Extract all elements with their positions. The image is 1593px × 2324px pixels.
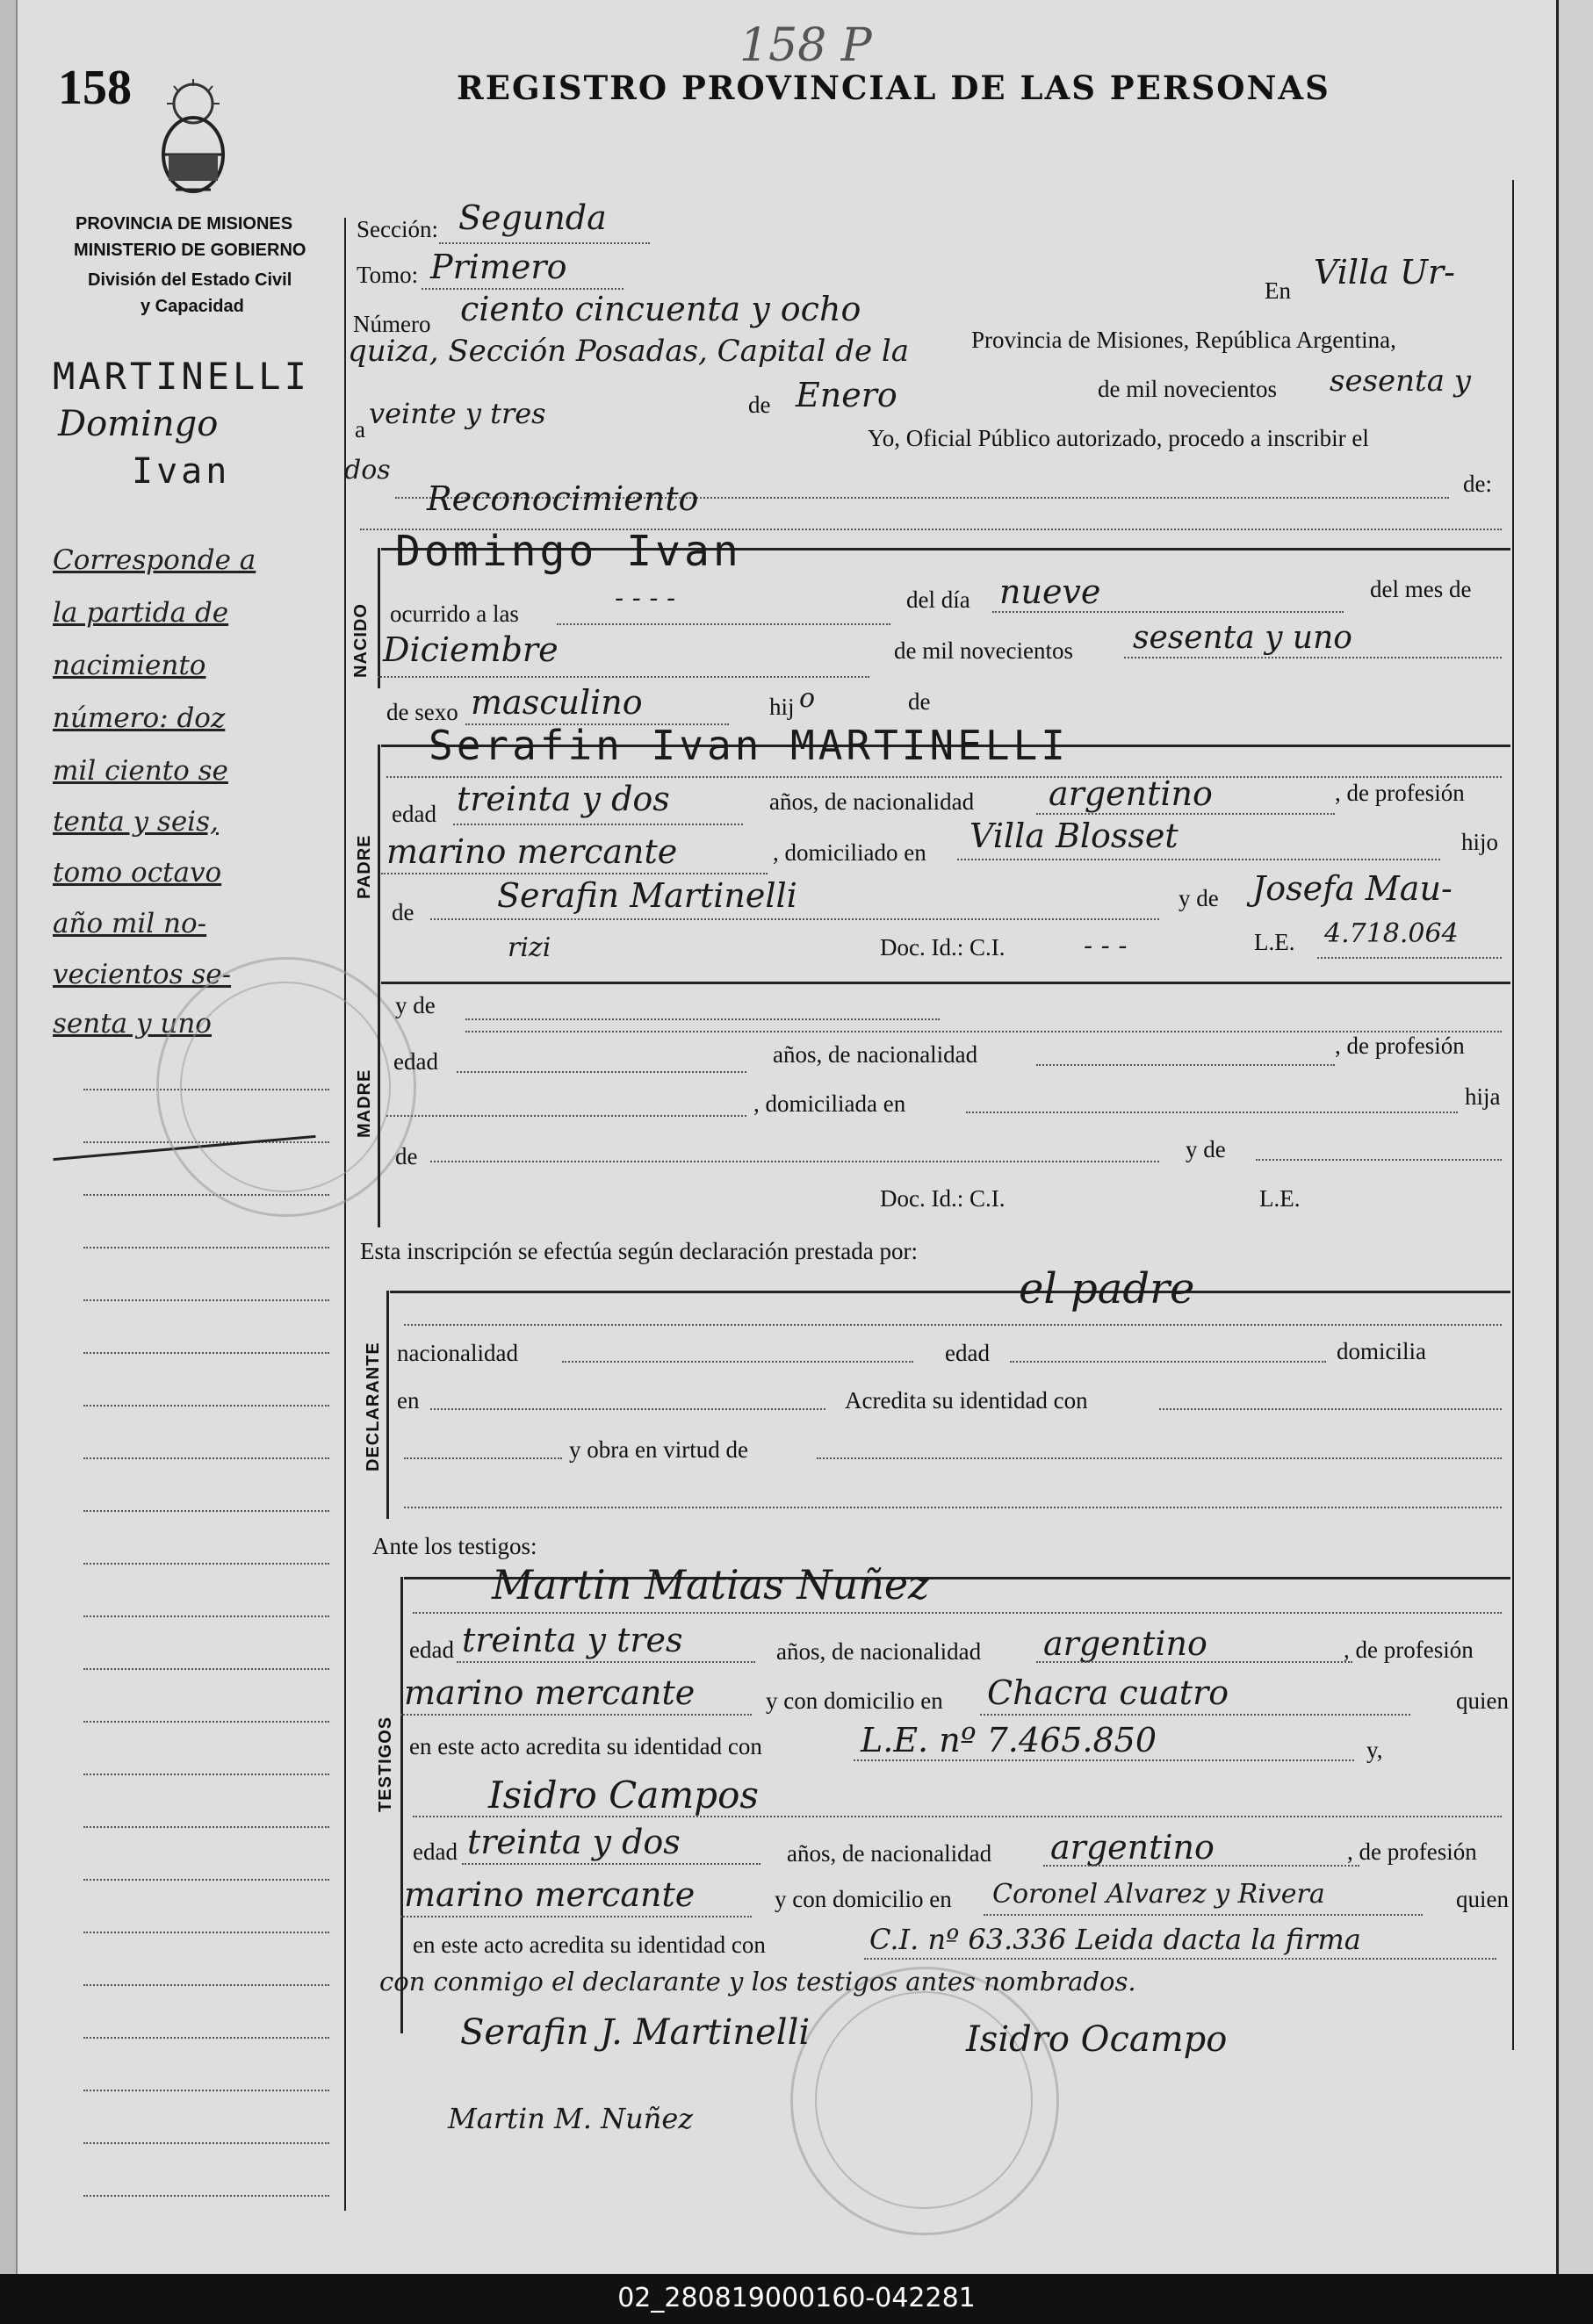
field-rule bbox=[430, 1408, 825, 1410]
label-le-madre: L.E. bbox=[1259, 1185, 1301, 1212]
page-edge bbox=[1556, 0, 1593, 2274]
margin-rule bbox=[83, 2142, 329, 2144]
label-anos-nac-t2: años, de nacionalidad bbox=[787, 1840, 992, 1867]
image-footer bbox=[0, 2274, 1593, 2324]
label-con-domicilio-t1: y con domicilio en bbox=[766, 1687, 943, 1714]
margin-note-line: número: doz bbox=[53, 702, 226, 734]
field-rule bbox=[453, 824, 743, 825]
field-rule bbox=[378, 676, 869, 678]
label-acredita-decl: Acredita su identidad con bbox=[845, 1387, 1088, 1414]
value-testigo1: Martin Matias Nuñez bbox=[492, 1561, 930, 1608]
field-rule bbox=[404, 1457, 562, 1459]
label-edad-madre: edad bbox=[393, 1048, 438, 1075]
margin-rule bbox=[83, 1247, 329, 1248]
value-sexo: masculino bbox=[471, 683, 643, 722]
margin-note-line: vecientos se- bbox=[53, 959, 232, 990]
section-bracket bbox=[386, 1291, 389, 1519]
value-anio-nac: sesenta y uno bbox=[1133, 620, 1352, 656]
label-profesion-madre: , de profesión bbox=[1335, 1032, 1465, 1059]
margin-rule bbox=[83, 1721, 329, 1723]
field-rule bbox=[381, 873, 768, 874]
margin-rule bbox=[83, 1774, 329, 1775]
label-quien-t2: quien bbox=[1456, 1886, 1509, 1912]
signature-testigo1: Martin M. Nuñez bbox=[448, 2102, 694, 2135]
label-de-mil: de mil novecientos bbox=[1098, 376, 1277, 402]
label-hija: hija bbox=[1465, 1083, 1501, 1110]
value-t1-dom: Chacra cuatro bbox=[987, 1673, 1229, 1712]
field-rule bbox=[1036, 1661, 1352, 1663]
org-province: PROVINCIA DE MISIONES bbox=[76, 214, 293, 234]
label-anos-nac-t1: años, de nacionalidad bbox=[776, 1638, 982, 1665]
label-profesion-padre: , de profesión bbox=[1335, 780, 1465, 806]
label-y-coma: y, bbox=[1366, 1737, 1383, 1763]
margin-note-line: senta y uno bbox=[53, 1008, 212, 1040]
value-t2-dom: Coronel Alvarez y Rivera bbox=[992, 1879, 1325, 1910]
section-bracket bbox=[378, 982, 380, 1227]
value-lugar-cont: quiza, Sección Posadas, Capital de la bbox=[348, 334, 910, 369]
section-rule bbox=[381, 982, 1510, 984]
value-padre-edad: treinta y dos bbox=[457, 780, 670, 818]
field-rule bbox=[957, 859, 1440, 860]
margin-rule bbox=[83, 2090, 329, 2091]
field-rule bbox=[386, 1115, 746, 1117]
document-title: REGISTRO PROVINCIAL DE LAS PERSONAS bbox=[457, 68, 1330, 107]
margin-note-line: tenta y seis, bbox=[53, 806, 219, 838]
value-dia: veinte y tres bbox=[369, 397, 546, 430]
value-t1-nac: argentino bbox=[1043, 1624, 1207, 1663]
field-rule bbox=[557, 623, 890, 625]
label-con-domicilio-t2: y con domicilio en bbox=[775, 1886, 952, 1912]
closing-statement: con conmigo el declarante y los testigos antes nombrados. bbox=[379, 1967, 1136, 1997]
label-edad-decl: edad bbox=[945, 1340, 990, 1366]
section-bracket bbox=[378, 548, 380, 688]
label-nacionalidad-decl: nacionalidad bbox=[397, 1340, 518, 1366]
org-ministry: MINISTERIO DE GOBIERNO bbox=[74, 241, 306, 260]
margin-note-line: mil ciento se bbox=[53, 755, 228, 787]
label-de-madre: de bbox=[395, 1143, 418, 1169]
label-de-mil-nac: de mil novecientos bbox=[894, 637, 1073, 664]
section-bracket bbox=[400, 1577, 403, 2033]
label-domiciliada: , domiciliada en bbox=[753, 1090, 906, 1117]
value-seccion: Segunda bbox=[458, 198, 607, 237]
label-anos-nac-padre: años, de nacionalidad bbox=[769, 788, 975, 815]
side-label-declarante: DECLARANTE bbox=[364, 1342, 383, 1471]
margin-rule bbox=[83, 1932, 329, 1933]
field-rule bbox=[1010, 1361, 1326, 1363]
value-mes: Enero bbox=[796, 376, 897, 414]
value-padre-nac: argentino bbox=[1049, 774, 1213, 813]
field-rule bbox=[1256, 1159, 1502, 1161]
label-doc-id-madre: Doc. Id.: C.I. bbox=[880, 1185, 1006, 1212]
field-rule bbox=[457, 1661, 755, 1663]
label-hij: hij bbox=[769, 694, 795, 720]
org-division: División del Estado Civil bbox=[88, 270, 292, 290]
label-quien-t1: quien bbox=[1456, 1687, 1509, 1714]
label-edad-t2: edad bbox=[413, 1838, 458, 1865]
value-t2-doc: C.I. nº 63.336 Leida dacta la firma bbox=[869, 1923, 1361, 1956]
field-rule bbox=[430, 918, 1159, 920]
margin-note-line: la partida de bbox=[53, 597, 229, 629]
folio-handwritten: 158 P bbox=[739, 19, 872, 72]
field-rule bbox=[404, 1324, 1502, 1326]
value-lugar: Villa Ur- bbox=[1314, 253, 1455, 291]
label-doc-id-padre: Doc. Id.: C.I. bbox=[880, 934, 1006, 961]
margin-rule bbox=[83, 1668, 329, 1670]
value-hij-suffix: o bbox=[799, 683, 816, 714]
margin-rule bbox=[83, 1299, 329, 1301]
value-mes-nac: Diciembre bbox=[383, 630, 559, 669]
label-profesion-t1: , de profesión bbox=[1344, 1637, 1474, 1663]
margin-rule bbox=[83, 1510, 329, 1512]
label-a: a bbox=[355, 416, 365, 442]
section-bracket bbox=[378, 745, 380, 982]
signature-declarante: Serafin J. Martinelli bbox=[460, 2012, 811, 2053]
field-rule bbox=[439, 242, 650, 244]
label-edad-padre: edad bbox=[392, 801, 436, 827]
label-provincia: Provincia de Misiones, República Argentina, bbox=[971, 327, 1396, 353]
value-t2-prof: marino mercante bbox=[404, 1875, 696, 1914]
value-padre-nombre: Serafin Ivan MARTINELLI bbox=[429, 722, 1069, 769]
value-numero: ciento cincuenta y ocho bbox=[460, 290, 861, 328]
label-de-hij: de bbox=[908, 688, 931, 715]
main-frame-left bbox=[344, 218, 346, 2211]
side-label-nacido: NACIDO bbox=[351, 603, 371, 678]
label-seccion: Sección: bbox=[357, 216, 438, 242]
margin-note-line: nacimiento bbox=[53, 650, 206, 681]
margin-rule bbox=[83, 1405, 329, 1407]
side-label-padre: PADRE bbox=[355, 834, 374, 899]
value-declarante: el padre bbox=[1019, 1264, 1195, 1313]
value-padre-prof: marino mercante bbox=[386, 832, 678, 871]
coat-of-arms-icon bbox=[149, 77, 237, 200]
label-numero: Número bbox=[353, 311, 431, 337]
margin-rule bbox=[83, 1826, 329, 1828]
margin-rule bbox=[83, 1563, 329, 1565]
label-y-de-madre: y de bbox=[395, 992, 436, 1018]
label-obra: y obra en virtud de bbox=[569, 1436, 748, 1463]
margin-rule bbox=[83, 1879, 329, 1881]
label-edad-t1: edad bbox=[409, 1637, 454, 1663]
field-rule bbox=[562, 1361, 913, 1363]
margin-given1: Domingo bbox=[58, 404, 219, 444]
margin-note-line: tomo octavo bbox=[53, 857, 222, 889]
field-rule bbox=[1036, 1064, 1335, 1066]
value-padre-madre-cont: rizi bbox=[508, 932, 551, 963]
label-testigos: Ante los testigos: bbox=[372, 1533, 537, 1559]
section-rule bbox=[390, 1291, 1510, 1293]
label-del-dia: del día bbox=[906, 586, 970, 613]
value-t1-edad: treinta y tres bbox=[462, 1621, 683, 1659]
field-rule bbox=[400, 1714, 752, 1716]
field-rule bbox=[430, 1161, 1159, 1162]
value-anio: sesenta y bbox=[1330, 363, 1471, 399]
label-de-sexo: de sexo bbox=[386, 699, 458, 725]
margin-given2: Ivan bbox=[132, 451, 231, 492]
margin-rule bbox=[83, 1457, 329, 1459]
label-declaracion: Esta inscripción se efectúa según declaración prestada por: bbox=[360, 1238, 918, 1264]
field-rule bbox=[966, 1112, 1458, 1113]
field-rule bbox=[992, 611, 1344, 613]
label-hijo: hijo bbox=[1461, 829, 1499, 855]
label-de: de bbox=[748, 392, 771, 418]
label-profesion-t2: , de profesión bbox=[1347, 1838, 1477, 1865]
value-t2-edad: treinta y dos bbox=[467, 1823, 681, 1861]
image-code: 02_280819000160-042281 bbox=[617, 2283, 976, 2313]
field-rule bbox=[854, 1759, 1354, 1761]
field-rule bbox=[1036, 813, 1335, 815]
label-yo-oficial: Yo, Oficial Público autorizado, procedo a inscribir el bbox=[868, 425, 1369, 451]
margin-note-line: año mil no- bbox=[53, 908, 207, 939]
label-en: En bbox=[1265, 277, 1291, 304]
signature-testigo2: Isidro Ocampo bbox=[966, 2019, 1228, 2060]
field-rule bbox=[984, 1914, 1423, 1916]
margin-surname: MARTINELLI bbox=[53, 355, 310, 398]
value-anio-cont: dos bbox=[344, 455, 391, 486]
value-t2-nac: argentino bbox=[1050, 1828, 1215, 1867]
label-y-de-padre: y de bbox=[1179, 885, 1219, 911]
margin-rule bbox=[83, 2195, 329, 2197]
org-capacity: y Capacidad bbox=[141, 297, 244, 316]
label-anos-nac-madre: años, de nacionalidad bbox=[773, 1041, 978, 1068]
side-label-madre: MADRE bbox=[355, 1068, 374, 1138]
value-hora: - - - - bbox=[615, 583, 676, 614]
field-rule bbox=[1317, 957, 1502, 959]
field-rule bbox=[386, 776, 1502, 778]
book-spine bbox=[0, 0, 18, 2274]
label-acredita-t2: en este acto acredita su identidad con bbox=[413, 1932, 766, 1958]
field-rule bbox=[864, 1958, 1496, 1960]
label-acredita-t1: en este acto acredita su identidad con bbox=[409, 1733, 762, 1759]
label-ocurrido: ocurrido a las bbox=[390, 601, 519, 627]
value-nacido-nombre: Domingo Ivan bbox=[395, 527, 742, 576]
value-testigo2: Isidro Campos bbox=[488, 1774, 759, 1817]
label-domiciliado: , domiciliado en bbox=[773, 839, 926, 866]
value-dia-nac: nueve bbox=[999, 572, 1101, 611]
label-tomo: Tomo: bbox=[357, 262, 419, 288]
side-label-testigos: TESTIGOS bbox=[376, 1716, 395, 1812]
margin-rule bbox=[83, 1352, 329, 1354]
field-rule bbox=[400, 1916, 752, 1917]
field-rule bbox=[1159, 1408, 1502, 1410]
label-y-de-madre2: y de bbox=[1186, 1136, 1226, 1162]
field-rule bbox=[1124, 657, 1502, 658]
margin-rule bbox=[83, 2037, 329, 2039]
value-padre-padre: Serafin Martinelli bbox=[497, 876, 797, 915]
field-rule bbox=[413, 1816, 1502, 1817]
value-tomo: Primero bbox=[430, 248, 567, 286]
value-t1-prof: marino mercante bbox=[404, 1673, 696, 1712]
label-del-mes: del mes de bbox=[1370, 576, 1472, 602]
field-rule bbox=[980, 1714, 1410, 1716]
value-padre-ci: - - - bbox=[1084, 931, 1128, 961]
value-t1-doc: L.E. nº 7.465.850 bbox=[861, 1721, 1157, 1759]
main-frame-right bbox=[1512, 180, 1514, 2050]
label-de-padre: de bbox=[392, 899, 414, 925]
field-rule bbox=[465, 1018, 940, 1020]
value-padre-le: 4.718.064 bbox=[1324, 918, 1459, 949]
label-domicilia: domicilia bbox=[1337, 1338, 1426, 1364]
label-de-colon: de: bbox=[1463, 471, 1492, 497]
field-rule bbox=[413, 1612, 1502, 1614]
value-acto: Reconocimiento bbox=[427, 479, 699, 518]
margin-note-line: Corresponde a bbox=[53, 544, 256, 576]
field-rule bbox=[817, 1457, 1502, 1459]
margin-rule bbox=[83, 1984, 329, 1986]
label-en-decl: en bbox=[397, 1387, 420, 1414]
field-rule bbox=[1043, 1865, 1359, 1867]
value-padre-madre: Josefa Mau- bbox=[1252, 869, 1452, 908]
value-padre-dom: Villa Blosset bbox=[969, 817, 1179, 855]
field-rule bbox=[404, 1507, 1502, 1508]
field-rule bbox=[457, 1071, 746, 1073]
field-rule bbox=[462, 1863, 760, 1865]
margin-rule bbox=[83, 1615, 329, 1617]
folio-number: 158 bbox=[58, 61, 132, 115]
label-le-padre: L.E. bbox=[1254, 929, 1295, 955]
